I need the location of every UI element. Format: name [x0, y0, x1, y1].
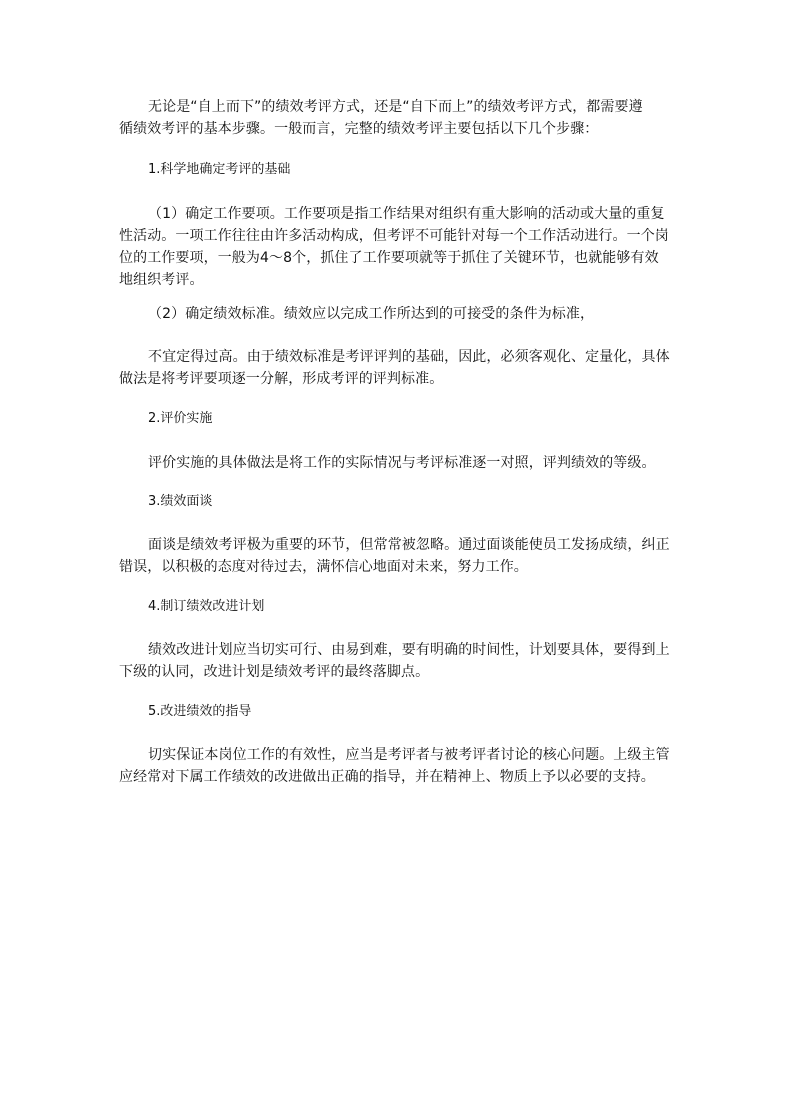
paragraph-line: （1）确定工作要项。工作要项是指工作结果对组织有重大影响的活动或大量的重复	[148, 206, 665, 222]
section-heading: 5.改进绩效的指导	[148, 704, 252, 719]
body-paragraph	[119, 203, 671, 291]
section-heading: 3.绩效面谈	[148, 494, 213, 509]
section-heading: 4.制订绩效改进计划	[148, 599, 265, 614]
paragraph-line: 切实保证本岗位工作的有效性，应当是考评者与被考评者讨论的核心问题。上级主管	[148, 747, 670, 763]
paragraph-line: 位的工作要项，一般为4～8个，抓住了工作要项就等于抓住了关键环节，也就能够有效	[119, 250, 659, 266]
body-paragraph	[119, 744, 671, 788]
paragraph-line: （2）确定绩效标准。绩效应以完成工作所达到的可接受的条件为标准，	[148, 306, 595, 322]
body-paragraph	[119, 534, 671, 578]
paragraph-line: 性活动。一项工作往往由许多活动构成，但考评不可能针对每一个工作活动进行。一个岗	[119, 228, 669, 244]
body-paragraph	[119, 452, 671, 474]
paragraph-line: 下级的认同，改进计划是绩效考评的最终落脚点。	[119, 664, 430, 680]
body-paragraph	[119, 639, 671, 683]
section-heading: 1.科学地确定考评的基础	[148, 162, 291, 177]
intro-line: 无论是“自上而下”的绩效考评方式，还是“自下而上”的绩效考评方式，都需要遵	[148, 99, 643, 115]
body-paragraph	[119, 346, 671, 390]
paragraph-line: 面谈是绩效考评极为重要的环节，但常常被忽略。通过面谈能使员工发扬成绩，纠正	[148, 537, 670, 553]
paragraph-line: 绩效改进计划应当切实可行、由易到难，要有明确的时间性，计划要具体，要得到上	[148, 642, 670, 658]
body-paragraph	[119, 303, 671, 325]
paragraph-line: 错误，以积极的态度对待过去，满怀信心地面对未来，努力工作。	[119, 559, 528, 575]
section-heading: 2.评价实施	[148, 411, 213, 426]
paragraph-line: 评价实施的具体做法是将工作的实际情况与考评标准逐一对照，评判绩效的等级。	[148, 455, 656, 471]
paragraph-line: 应经常对下属工作绩效的改进做出正确的指导，并在精神上、物质上予以必要的支持。	[119, 769, 655, 785]
intro-paragraph	[119, 96, 671, 140]
paragraph-line: 地组织考评。	[119, 272, 204, 288]
paragraph-line: 做法是将考评要项逐一分解，形成考评的评判标准。	[119, 371, 444, 387]
paragraph-line: 不宜定得过高。由于绩效标准是考评评判的基础，因此，必须客观化、定量化，具体	[148, 349, 670, 365]
intro-line: 循绩效考评的基本步骤。一般而言，完整的绩效考评主要包括以下几个步骤：	[119, 121, 599, 137]
